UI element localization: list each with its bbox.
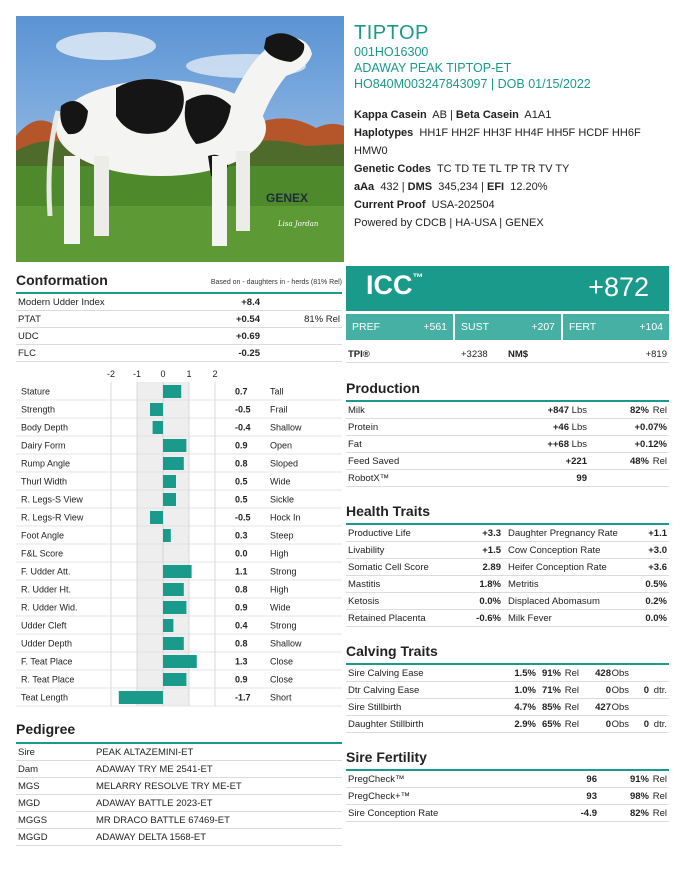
trait-description: Wide bbox=[270, 476, 291, 487]
production-table bbox=[346, 402, 669, 487]
trait-bar bbox=[163, 385, 181, 398]
trait-label: R. Legs-R View bbox=[21, 512, 84, 523]
beta-value: A1A1 bbox=[524, 109, 552, 121]
trait-description: Shallow bbox=[270, 638, 302, 649]
trait-label: Rump Angle bbox=[21, 458, 71, 469]
health-label: Ketosis bbox=[348, 596, 380, 607]
table-row bbox=[346, 559, 669, 576]
trait-bar bbox=[163, 439, 186, 452]
trait-description: Shallow bbox=[270, 422, 302, 433]
pref-value: +561 bbox=[423, 321, 447, 333]
trait-description: Strong bbox=[270, 620, 297, 631]
table-row bbox=[346, 402, 669, 419]
calving-section bbox=[346, 643, 438, 659]
pref-label: PREF bbox=[352, 321, 381, 333]
bull-photo bbox=[16, 16, 344, 262]
pedigree-section bbox=[16, 721, 342, 737]
haplotypes-value: HH1F HH2F HH3F HH4F HH5F HCDF HH6F bbox=[419, 127, 641, 139]
trait-label: R. Udder Ht. bbox=[21, 584, 72, 595]
calving-label: Daughter Stillbirth bbox=[348, 719, 424, 730]
fertility-value: 96 bbox=[586, 774, 597, 785]
trait-bar bbox=[150, 403, 163, 416]
health-value: -0.6% bbox=[476, 613, 501, 624]
table-row bbox=[346, 716, 669, 733]
pedigree-label: MGS bbox=[18, 781, 40, 792]
current-proof-value: USA-202504 bbox=[431, 199, 495, 211]
calving-obs: 427 bbox=[595, 702, 611, 713]
trait-bar bbox=[163, 601, 186, 614]
fertility-rel-unit: Rel bbox=[652, 808, 667, 819]
production-value: 99 bbox=[576, 473, 587, 484]
pedigree-label: MGD bbox=[18, 798, 41, 809]
fertility-rel-unit: Rel bbox=[652, 791, 667, 802]
trait-label: F&L Score bbox=[21, 548, 64, 559]
trait-bar bbox=[163, 565, 192, 578]
current-proof-label: Current Proof bbox=[354, 199, 426, 211]
health-value: 0.0% bbox=[479, 596, 501, 607]
table-row bbox=[346, 593, 669, 610]
calving-obs-unit: Obs bbox=[611, 668, 629, 679]
trait-value: -1.7 bbox=[235, 692, 251, 703]
trait-value: 0.9 bbox=[235, 602, 248, 613]
fertility-section bbox=[346, 749, 427, 765]
health-label: Retained Placenta bbox=[348, 613, 426, 624]
summary-rel: 81% Rel bbox=[304, 314, 340, 325]
axis-tick-label: -1 bbox=[132, 369, 142, 379]
health-value-2: 0.2% bbox=[645, 596, 667, 607]
trait-label: F. Udder Att. bbox=[21, 566, 71, 577]
health-label-2: Milk Fever bbox=[508, 613, 552, 624]
trait-label: Thurl Width bbox=[21, 476, 68, 487]
tpi-nm-row bbox=[346, 346, 669, 364]
health-label-2: Daughter Pregnancy Rate bbox=[508, 528, 618, 539]
production-rel: 48% bbox=[629, 456, 649, 467]
trait-value: -0.5 bbox=[235, 512, 251, 523]
fertility-label: PregCheck™ bbox=[348, 774, 405, 785]
calving-rel: 71% bbox=[541, 685, 561, 696]
fertility-rel: 91% bbox=[629, 774, 649, 785]
pedigree-title: Pedigree bbox=[16, 721, 76, 737]
summary-label: UDC bbox=[18, 331, 39, 342]
health-label: Livability bbox=[348, 545, 385, 556]
trait-description: Sloped bbox=[270, 458, 299, 469]
table-row bbox=[16, 744, 342, 761]
trait-label: Dairy Form bbox=[21, 440, 66, 451]
table-row bbox=[16, 829, 342, 846]
fertility-value: -4.9 bbox=[580, 808, 597, 819]
health-value-2: 0.5% bbox=[645, 579, 667, 590]
health-label-2: Displaced Abomasum bbox=[508, 596, 600, 607]
trait-value: 0.5 bbox=[235, 476, 248, 487]
trait-label: Foot Angle bbox=[21, 530, 65, 541]
production-section bbox=[346, 380, 420, 396]
fertility-label: Sire Conception Rate bbox=[348, 808, 439, 819]
pedigree-value: MR DRACO BATTLE 67469-ET bbox=[96, 815, 230, 826]
production-label: Feed Saved bbox=[348, 456, 400, 467]
calving-dtr-unit: dtr. bbox=[653, 719, 667, 730]
photographer-signature: Lisa Jordan bbox=[278, 220, 319, 228]
health-value: +3.3 bbox=[482, 528, 501, 539]
calving-rel: 65% bbox=[541, 719, 561, 730]
production-rel-unit: Rel bbox=[652, 405, 667, 416]
trait-bar bbox=[163, 637, 184, 650]
axis-tick-label: 2 bbox=[212, 369, 218, 379]
production-rel-unit: Rel bbox=[652, 456, 667, 467]
calving-obs-unit: Obs bbox=[611, 702, 629, 713]
calving-obs-unit: Obs bbox=[611, 685, 629, 696]
trait-description: Steep bbox=[270, 530, 294, 541]
pedigree-value: MELARRY RESOLVE TRY ME-ET bbox=[96, 781, 242, 792]
trait-bar bbox=[163, 583, 184, 596]
pedigree-value: ADAWAY BATTLE 2023-ET bbox=[96, 798, 213, 809]
icc-label bbox=[366, 270, 424, 301]
calving-title: Calving Traits bbox=[346, 643, 438, 659]
efi-value: 12.20% bbox=[510, 181, 548, 193]
nm-value: +819 bbox=[645, 349, 667, 360]
trait-value: 0.7 bbox=[235, 386, 248, 397]
trait-value: 0.5 bbox=[235, 494, 248, 505]
production-value: +221 bbox=[565, 456, 587, 467]
health-label-2: Cow Conception Rate bbox=[508, 545, 601, 556]
health-label: Mastitis bbox=[348, 579, 381, 590]
bull-header bbox=[354, 22, 674, 92]
trait-description: Close bbox=[270, 656, 294, 667]
trait-value: 1.1 bbox=[235, 566, 248, 577]
table-row bbox=[346, 788, 669, 805]
production-rel: 82% bbox=[629, 405, 649, 416]
cow-illustration bbox=[16, 16, 344, 262]
production-label: Fat bbox=[348, 439, 362, 450]
icc-label-text: ICC bbox=[366, 270, 413, 300]
trait-bar bbox=[163, 457, 184, 470]
table-row bbox=[16, 778, 342, 795]
table-row bbox=[346, 436, 669, 453]
table-row bbox=[346, 542, 669, 559]
calving-rel-unit: Rel bbox=[564, 702, 579, 713]
icc-sust bbox=[455, 314, 561, 340]
kappa-value: AB | bbox=[432, 109, 453, 121]
trait-value: 0.8 bbox=[235, 458, 248, 469]
pedigree-table bbox=[16, 744, 342, 846]
health-value: 2.89 bbox=[482, 562, 501, 573]
trait-bar bbox=[163, 475, 176, 488]
production-unit: Lbs bbox=[571, 439, 587, 450]
health-label: Somatic Cell Score bbox=[348, 562, 429, 573]
production-unit: Lbs bbox=[571, 405, 587, 416]
health-value: 1.8% bbox=[479, 579, 501, 590]
calving-pct: 1.0% bbox=[514, 685, 536, 696]
trait-label: Udder Depth bbox=[21, 638, 73, 649]
trait-value: 0.0 bbox=[235, 548, 248, 559]
trait-label: Stature bbox=[21, 386, 51, 397]
fertility-table bbox=[346, 771, 669, 822]
conformation-note: Based on - daughters in - herds (81% Rel) bbox=[210, 279, 342, 286]
calving-label: Dtr Calving Ease bbox=[348, 685, 420, 696]
summary-label: PTAT bbox=[18, 314, 41, 325]
powered-by: Powered by CDCB | HA-USA | GENEX bbox=[354, 217, 544, 229]
bull-name: TIPTOP bbox=[354, 22, 429, 44]
conformation-title: Conformation bbox=[16, 272, 108, 288]
pedigree-value: ADAWAY DELTA 1568-ET bbox=[96, 832, 206, 843]
table-row bbox=[346, 419, 669, 436]
table-row bbox=[346, 665, 669, 682]
production-value: +46 bbox=[552, 422, 569, 433]
trait-description: Short bbox=[270, 692, 292, 703]
aaa-label: aAa bbox=[354, 181, 375, 193]
calving-dtr-unit: dtr. bbox=[653, 685, 667, 696]
trait-label: R. Udder Wid. bbox=[21, 602, 78, 613]
calving-obs: 428 bbox=[595, 668, 611, 679]
table-row bbox=[16, 761, 342, 778]
pedigree-value: ADAWAY TRY ME 2541-ET bbox=[96, 764, 213, 775]
table-row bbox=[346, 805, 669, 822]
calving-label: Sire Stillbirth bbox=[348, 702, 402, 713]
calving-rel-unit: Rel bbox=[564, 719, 579, 730]
production-value: ++68 bbox=[547, 439, 569, 450]
summary-value: -0.25 bbox=[238, 348, 260, 359]
dms-label: DMS bbox=[407, 181, 433, 193]
icc-pref bbox=[346, 314, 453, 340]
axis-tick-label: -2 bbox=[106, 369, 116, 379]
fertility-rel: 82% bbox=[629, 808, 649, 819]
trait-description: Tall bbox=[270, 386, 284, 397]
production-value: +847 bbox=[547, 405, 569, 416]
table-row bbox=[16, 311, 342, 328]
conformation-bars bbox=[16, 366, 342, 708]
trait-label: F. Teat Place bbox=[21, 656, 73, 667]
calving-obs: 0 bbox=[605, 719, 611, 730]
calving-rel-unit: Rel bbox=[564, 668, 579, 679]
trait-value: 0.4 bbox=[235, 620, 248, 631]
icc-banner bbox=[346, 266, 669, 311]
sust-label: SUST bbox=[461, 321, 490, 333]
haplotypes-value-cont: HMW0 bbox=[354, 145, 388, 157]
bull-registration: HO840M003247843097 | DOB 01/15/2022 bbox=[354, 77, 591, 91]
trait-value: -0.4 bbox=[235, 422, 251, 433]
trait-bar bbox=[163, 529, 171, 542]
kappa-label: Kappa Casein bbox=[354, 109, 427, 121]
trait-value: 0.9 bbox=[235, 440, 248, 451]
summary-value: +0.69 bbox=[235, 331, 260, 342]
fertility-title: Sire Fertility bbox=[346, 749, 427, 765]
aaa-value: 432 | bbox=[380, 181, 405, 193]
health-title: Health Traits bbox=[346, 503, 431, 519]
trait-bar bbox=[119, 691, 163, 704]
table-row bbox=[346, 682, 669, 699]
conformation-summary bbox=[16, 294, 342, 364]
calving-rel: 85% bbox=[541, 702, 561, 713]
health-value: +1.5 bbox=[482, 545, 501, 556]
trait-value: -0.5 bbox=[235, 404, 251, 415]
trait-description: Sickle bbox=[270, 494, 295, 505]
tpi-label: TPI® bbox=[348, 349, 370, 360]
pedigree-label: MGGD bbox=[18, 832, 48, 843]
production-unit: Lbs bbox=[571, 422, 587, 433]
table-row bbox=[16, 795, 342, 812]
trait-bar bbox=[163, 655, 197, 668]
trait-description: Close bbox=[270, 674, 294, 685]
pedigree-label: MGGS bbox=[18, 815, 48, 826]
table-row bbox=[16, 345, 342, 362]
genomic-info bbox=[354, 106, 674, 232]
health-label: Productive Life bbox=[348, 528, 411, 539]
health-value-2: +3.0 bbox=[648, 545, 667, 556]
table-row bbox=[346, 576, 669, 593]
genetic-codes-label: Genetic Codes bbox=[354, 163, 432, 175]
nm-label: NM$ bbox=[508, 349, 529, 360]
production-title: Production bbox=[346, 380, 420, 396]
calving-dtr: 0 bbox=[643, 685, 649, 696]
efi-label: EFI bbox=[486, 181, 505, 193]
bull-code: 001HO16300 bbox=[354, 45, 429, 59]
axis-tick-label: 1 bbox=[186, 369, 192, 379]
table-row bbox=[346, 771, 669, 788]
health-label-2: Metritis bbox=[508, 579, 539, 590]
calving-pct: 4.7% bbox=[514, 702, 536, 713]
calving-rel: 91% bbox=[541, 668, 561, 679]
trait-bar bbox=[163, 619, 173, 632]
conformation-section bbox=[16, 272, 342, 288]
health-label-2: Heifer Conception Rate bbox=[508, 562, 607, 573]
trait-label: Teat Length bbox=[21, 692, 69, 703]
trait-description: High bbox=[270, 584, 289, 595]
trait-description: Strong bbox=[270, 566, 297, 577]
production-label: Milk bbox=[348, 405, 365, 416]
health-value-2: +3.6 bbox=[648, 562, 667, 573]
production-rel: +0.12% bbox=[634, 439, 667, 450]
trait-label: R. Legs-S View bbox=[21, 494, 83, 505]
summary-value: +8.4 bbox=[241, 297, 260, 308]
pedigree-label: Sire bbox=[18, 747, 35, 758]
table-row bbox=[346, 470, 669, 487]
trait-bar bbox=[150, 511, 163, 524]
table-row bbox=[16, 294, 342, 311]
pedigree-value: PEAK ALTAZEMINI-ET bbox=[96, 747, 194, 758]
fertility-value: 93 bbox=[586, 791, 597, 802]
dms-value: 345,234 | bbox=[438, 181, 484, 193]
calving-table bbox=[346, 665, 669, 733]
table-row bbox=[346, 525, 669, 542]
trait-description: Hock In bbox=[270, 512, 301, 523]
production-rel: +0.07% bbox=[634, 422, 667, 433]
trait-label: R. Teat Place bbox=[21, 674, 75, 685]
summary-label: Modern Udder Index bbox=[18, 297, 105, 308]
trait-value: 0.8 bbox=[235, 638, 248, 649]
trait-bar bbox=[163, 673, 186, 686]
trait-bar bbox=[163, 493, 176, 506]
fertility-label: PregCheck+™ bbox=[348, 791, 411, 802]
fertility-rel-unit: Rel bbox=[652, 774, 667, 785]
production-label: Protein bbox=[348, 422, 379, 433]
trait-value: 0.9 bbox=[235, 674, 248, 685]
genetic-codes-value: TC TD TE TL TP TR TV TY bbox=[436, 163, 570, 175]
fertility-rel: 98% bbox=[629, 791, 649, 802]
table-row bbox=[346, 453, 669, 470]
calving-obs: 0 bbox=[605, 685, 611, 696]
health-section bbox=[346, 503, 430, 519]
bull-full-name: ADAWAY PEAK TIPTOP-ET bbox=[354, 61, 512, 75]
trait-description: High bbox=[270, 548, 289, 559]
trait-description: Frail bbox=[270, 404, 288, 415]
trait-value: 0.3 bbox=[235, 530, 248, 541]
tpi-value: +3238 bbox=[461, 349, 488, 360]
trait-label: Strength bbox=[21, 404, 56, 415]
fert-label: FERT bbox=[569, 321, 597, 333]
icc-fert bbox=[563, 314, 669, 340]
calving-pct: 1.5% bbox=[514, 668, 536, 679]
icc-value: +872 bbox=[588, 272, 649, 302]
table-row bbox=[346, 699, 669, 716]
sust-value: +207 bbox=[531, 321, 555, 333]
axis-tick-label: 0 bbox=[160, 369, 166, 379]
health-value-2: +1.1 bbox=[648, 528, 667, 539]
trait-label: Body Depth bbox=[21, 422, 69, 433]
pedigree-label: Dam bbox=[18, 764, 39, 775]
table-row bbox=[16, 812, 342, 829]
health-value-2: 0.0% bbox=[645, 613, 667, 624]
fert-value: +104 bbox=[639, 321, 663, 333]
calving-label: Sire Calving Ease bbox=[348, 668, 424, 679]
production-label: RobotX™ bbox=[348, 473, 390, 484]
trait-description: Wide bbox=[270, 602, 291, 613]
trait-bar bbox=[153, 421, 163, 434]
calving-obs-unit: Obs bbox=[611, 719, 629, 730]
table-row bbox=[16, 328, 342, 345]
icc-tm: ™ bbox=[412, 272, 424, 284]
table-row bbox=[346, 610, 669, 627]
health-table bbox=[346, 525, 669, 627]
trait-value: 0.8 bbox=[235, 584, 248, 595]
trait-value: 1.3 bbox=[235, 656, 248, 667]
conformation-chart bbox=[16, 366, 342, 708]
trait-description: Open bbox=[270, 440, 293, 451]
summary-label: FLC bbox=[18, 348, 36, 359]
trait-label: Udder Cleft bbox=[21, 620, 67, 631]
summary-value: +0.54 bbox=[235, 314, 260, 325]
calving-dtr: 0 bbox=[643, 719, 649, 730]
calving-rel-unit: Rel bbox=[564, 685, 579, 696]
calving-pct: 2.9% bbox=[514, 719, 536, 730]
genex-logo: GENEX bbox=[266, 191, 309, 205]
haplotypes-label: Haplotypes bbox=[354, 127, 414, 139]
beta-label: Beta Casein bbox=[455, 109, 519, 121]
